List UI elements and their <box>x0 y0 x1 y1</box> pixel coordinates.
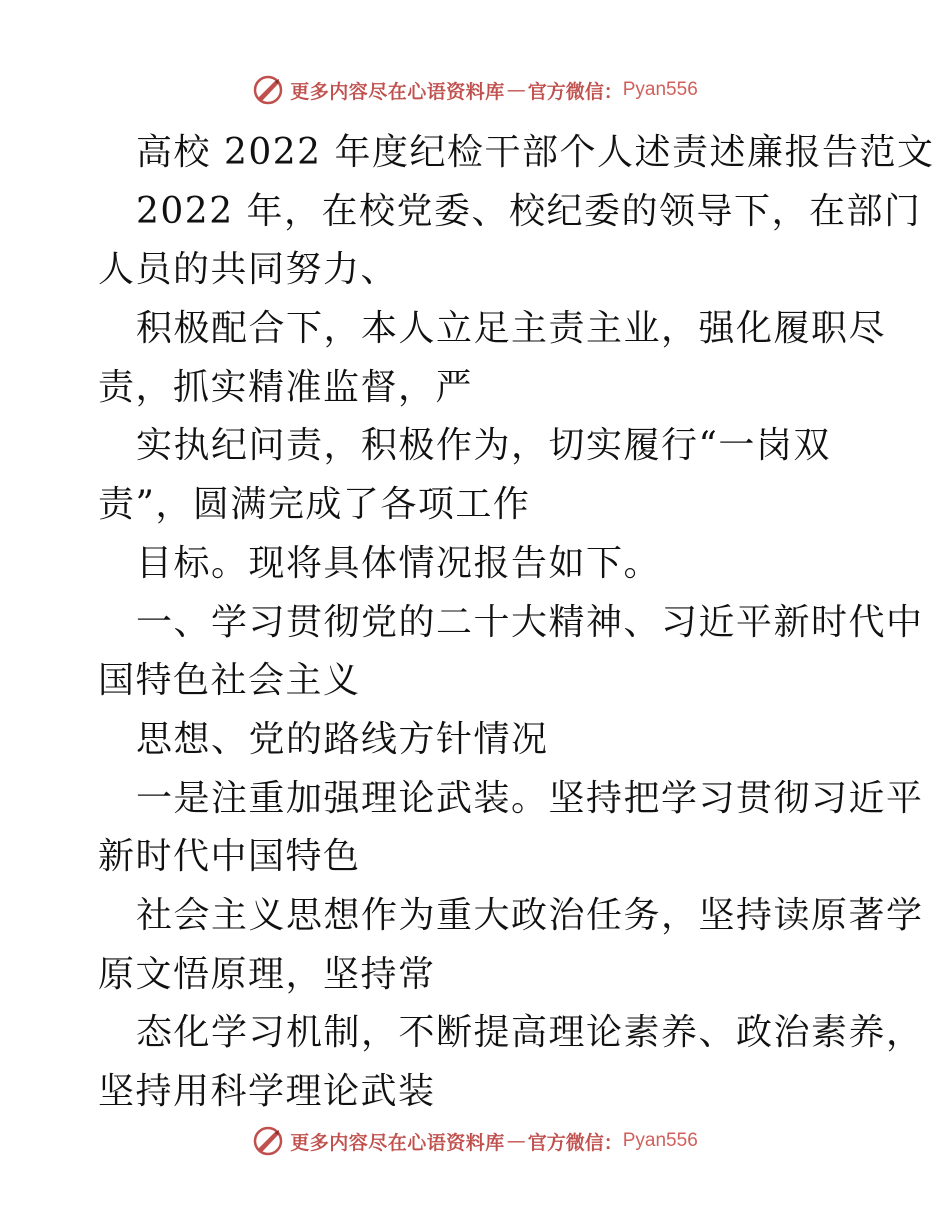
text-line: 新时代中国特色 <box>98 836 361 878</box>
text-line: 高校 2022 年度纪检干部个人述责述廉报告范文 <box>136 132 935 173</box>
watermark-id: Pyan556 <box>622 1130 698 1151</box>
text-line: 责”，圆满完成了各项工作 <box>98 484 531 526</box>
text-line: 国特色社会主义 <box>98 660 361 702</box>
text-line: 一、学习贯彻党的二十大精神、习近平新时代中 <box>136 601 924 643</box>
footer-watermark <box>0 1123 950 1159</box>
document-body <box>98 124 935 1122</box>
watermark-brand: 更多内容尽在心语资料库 <box>290 1131 505 1154</box>
watermark-label: 官方微信： <box>527 1131 623 1154</box>
watermark-dash: — <box>506 1130 526 1152</box>
text-line: 实执纪问责，积极作为，切实履行“一岗双 <box>136 425 831 467</box>
watermark-label: 官方微信： <box>527 80 623 103</box>
text-line: 原文悟原理，坚持常 <box>98 953 436 995</box>
text-line: 积极配合下，本人立足主责主业，强化履职尽 <box>136 308 887 350</box>
text-line: 一是注重加强理论武装。坚持把学习贯彻习近平 <box>136 777 924 819</box>
watermark-brand: 更多内容尽在心语资料库 <box>290 80 505 103</box>
header-watermark <box>0 72 950 108</box>
watermark-dash: — <box>506 79 526 101</box>
text-line: 责，抓实精准监督，严 <box>98 366 474 408</box>
text-line: 社会主义思想作为重大政治任务，坚持读原著学 <box>136 894 924 936</box>
text-line: 坚持用科学理论武装 <box>98 1071 436 1112</box>
watermark-id: Pyan556 <box>622 79 698 100</box>
text-line: 2022 年，在校党委、校纪委的领导下，在部门 <box>136 190 922 232</box>
text-line: 态化学习机制，不断提高理论素养、政治素养， <box>136 1012 924 1054</box>
text-line: 人员的共同努力、 <box>98 249 399 291</box>
pen-logo-icon <box>252 1125 284 1157</box>
text-line: 思想、党的路线方针情况 <box>136 718 549 760</box>
text-line: 目标。现将具体情况报告如下。 <box>136 542 662 584</box>
pen-logo-icon <box>252 74 284 106</box>
